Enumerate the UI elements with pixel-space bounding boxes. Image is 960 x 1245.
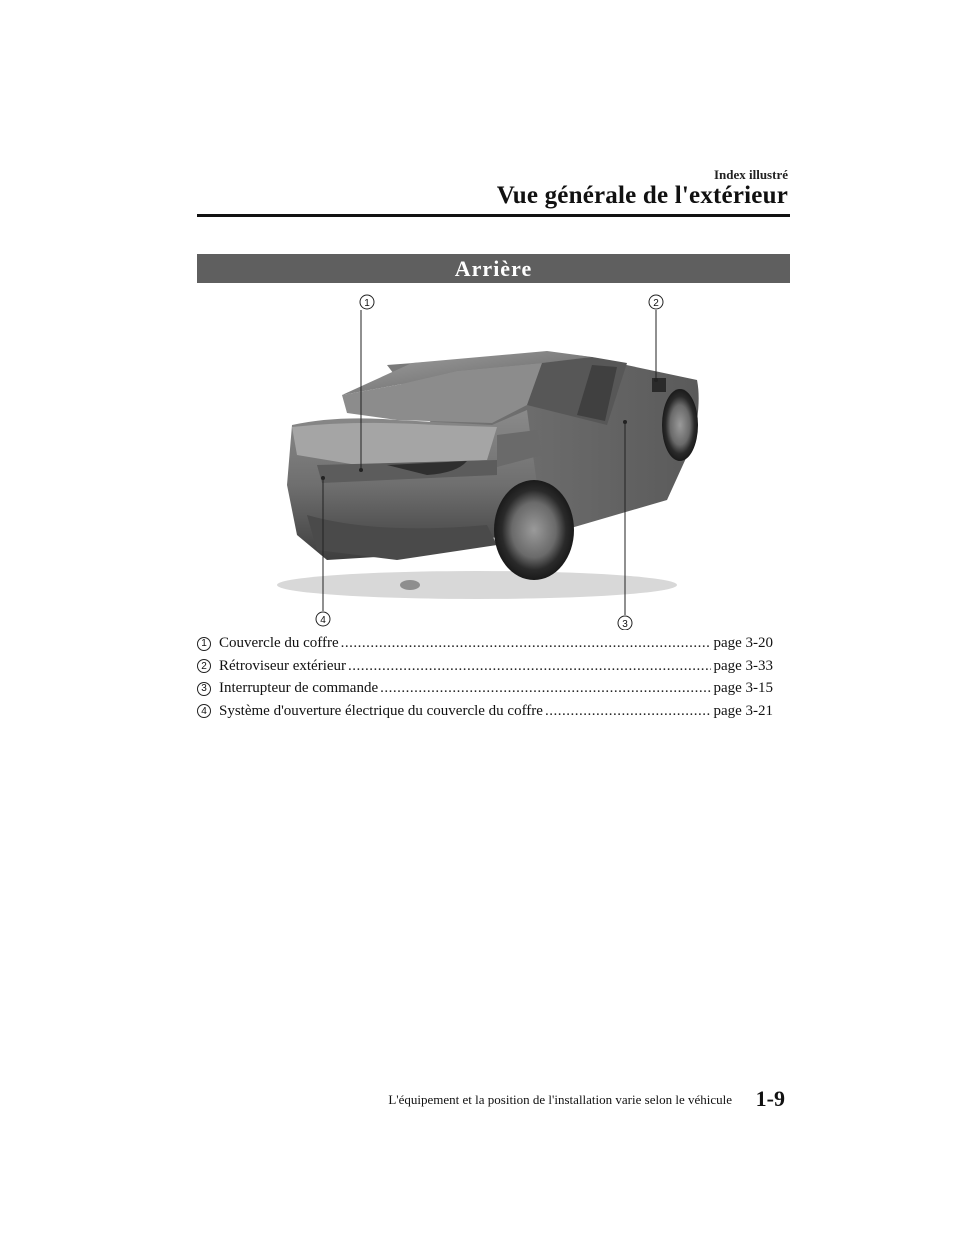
leader-dots <box>341 635 712 652</box>
section-kicker: Index illustré <box>713 167 788 182</box>
page-reference-link[interactable]: page 3-15 <box>713 680 773 696</box>
item-label: Interrupteur de commande <box>219 680 379 696</box>
leader-dots <box>348 658 711 675</box>
callout-1-dot <box>359 468 363 472</box>
page-reference-link[interactable]: page 3-20 <box>713 635 773 651</box>
car-illustration-svg <box>197 285 790 630</box>
callout-3-number: 3 <box>622 619 628 630</box>
list-item <box>197 658 773 681</box>
trunk-lid <box>292 423 497 465</box>
car-shadow <box>277 571 677 599</box>
leader-dots <box>380 680 711 697</box>
page-reference-link[interactable]: page 3-21 <box>713 702 773 719</box>
item-label: Rétroviseur extérieur <box>219 657 347 674</box>
footer-note: L'équipement et la position de l'installation varie selon le véhicule <box>388 1092 732 1107</box>
callout-4-dot <box>321 476 325 480</box>
callout-2-dot <box>654 378 658 382</box>
page-number: 1-9 <box>755 1086 785 1111</box>
list-item <box>197 635 773 658</box>
front-wheel <box>662 389 698 461</box>
car-rear-illustration <box>197 285 790 630</box>
page-title: Vue générale de l'extérieur <box>496 182 788 209</box>
item-number-badge: 4 <box>197 704 211 718</box>
callout-3-dot <box>623 420 627 424</box>
page-reference-link[interactable]: page 3-33 <box>713 657 773 674</box>
item-label: Système d'ouverture électrique du couvercle du coffre <box>219 702 543 719</box>
component-list <box>197 635 773 725</box>
item-number-badge: 3 <box>197 682 211 696</box>
callout-2-number: 2 <box>653 298 659 309</box>
item-label: Couvercle du coffre <box>219 635 339 651</box>
item-number-badge: 1 <box>197 637 211 651</box>
callout-4-number: 4 <box>320 615 326 626</box>
list-item <box>197 680 773 703</box>
header-divider <box>197 214 790 217</box>
item-number-badge: 2 <box>197 659 211 673</box>
callout-1-number: 1 <box>364 298 370 309</box>
leader-dots <box>545 703 711 720</box>
exhaust-tip <box>400 580 420 590</box>
section-heading: Arrière <box>454 255 533 281</box>
rear-wheel <box>494 480 574 580</box>
section-heading-band <box>197 254 790 283</box>
list-item <box>197 703 773 726</box>
